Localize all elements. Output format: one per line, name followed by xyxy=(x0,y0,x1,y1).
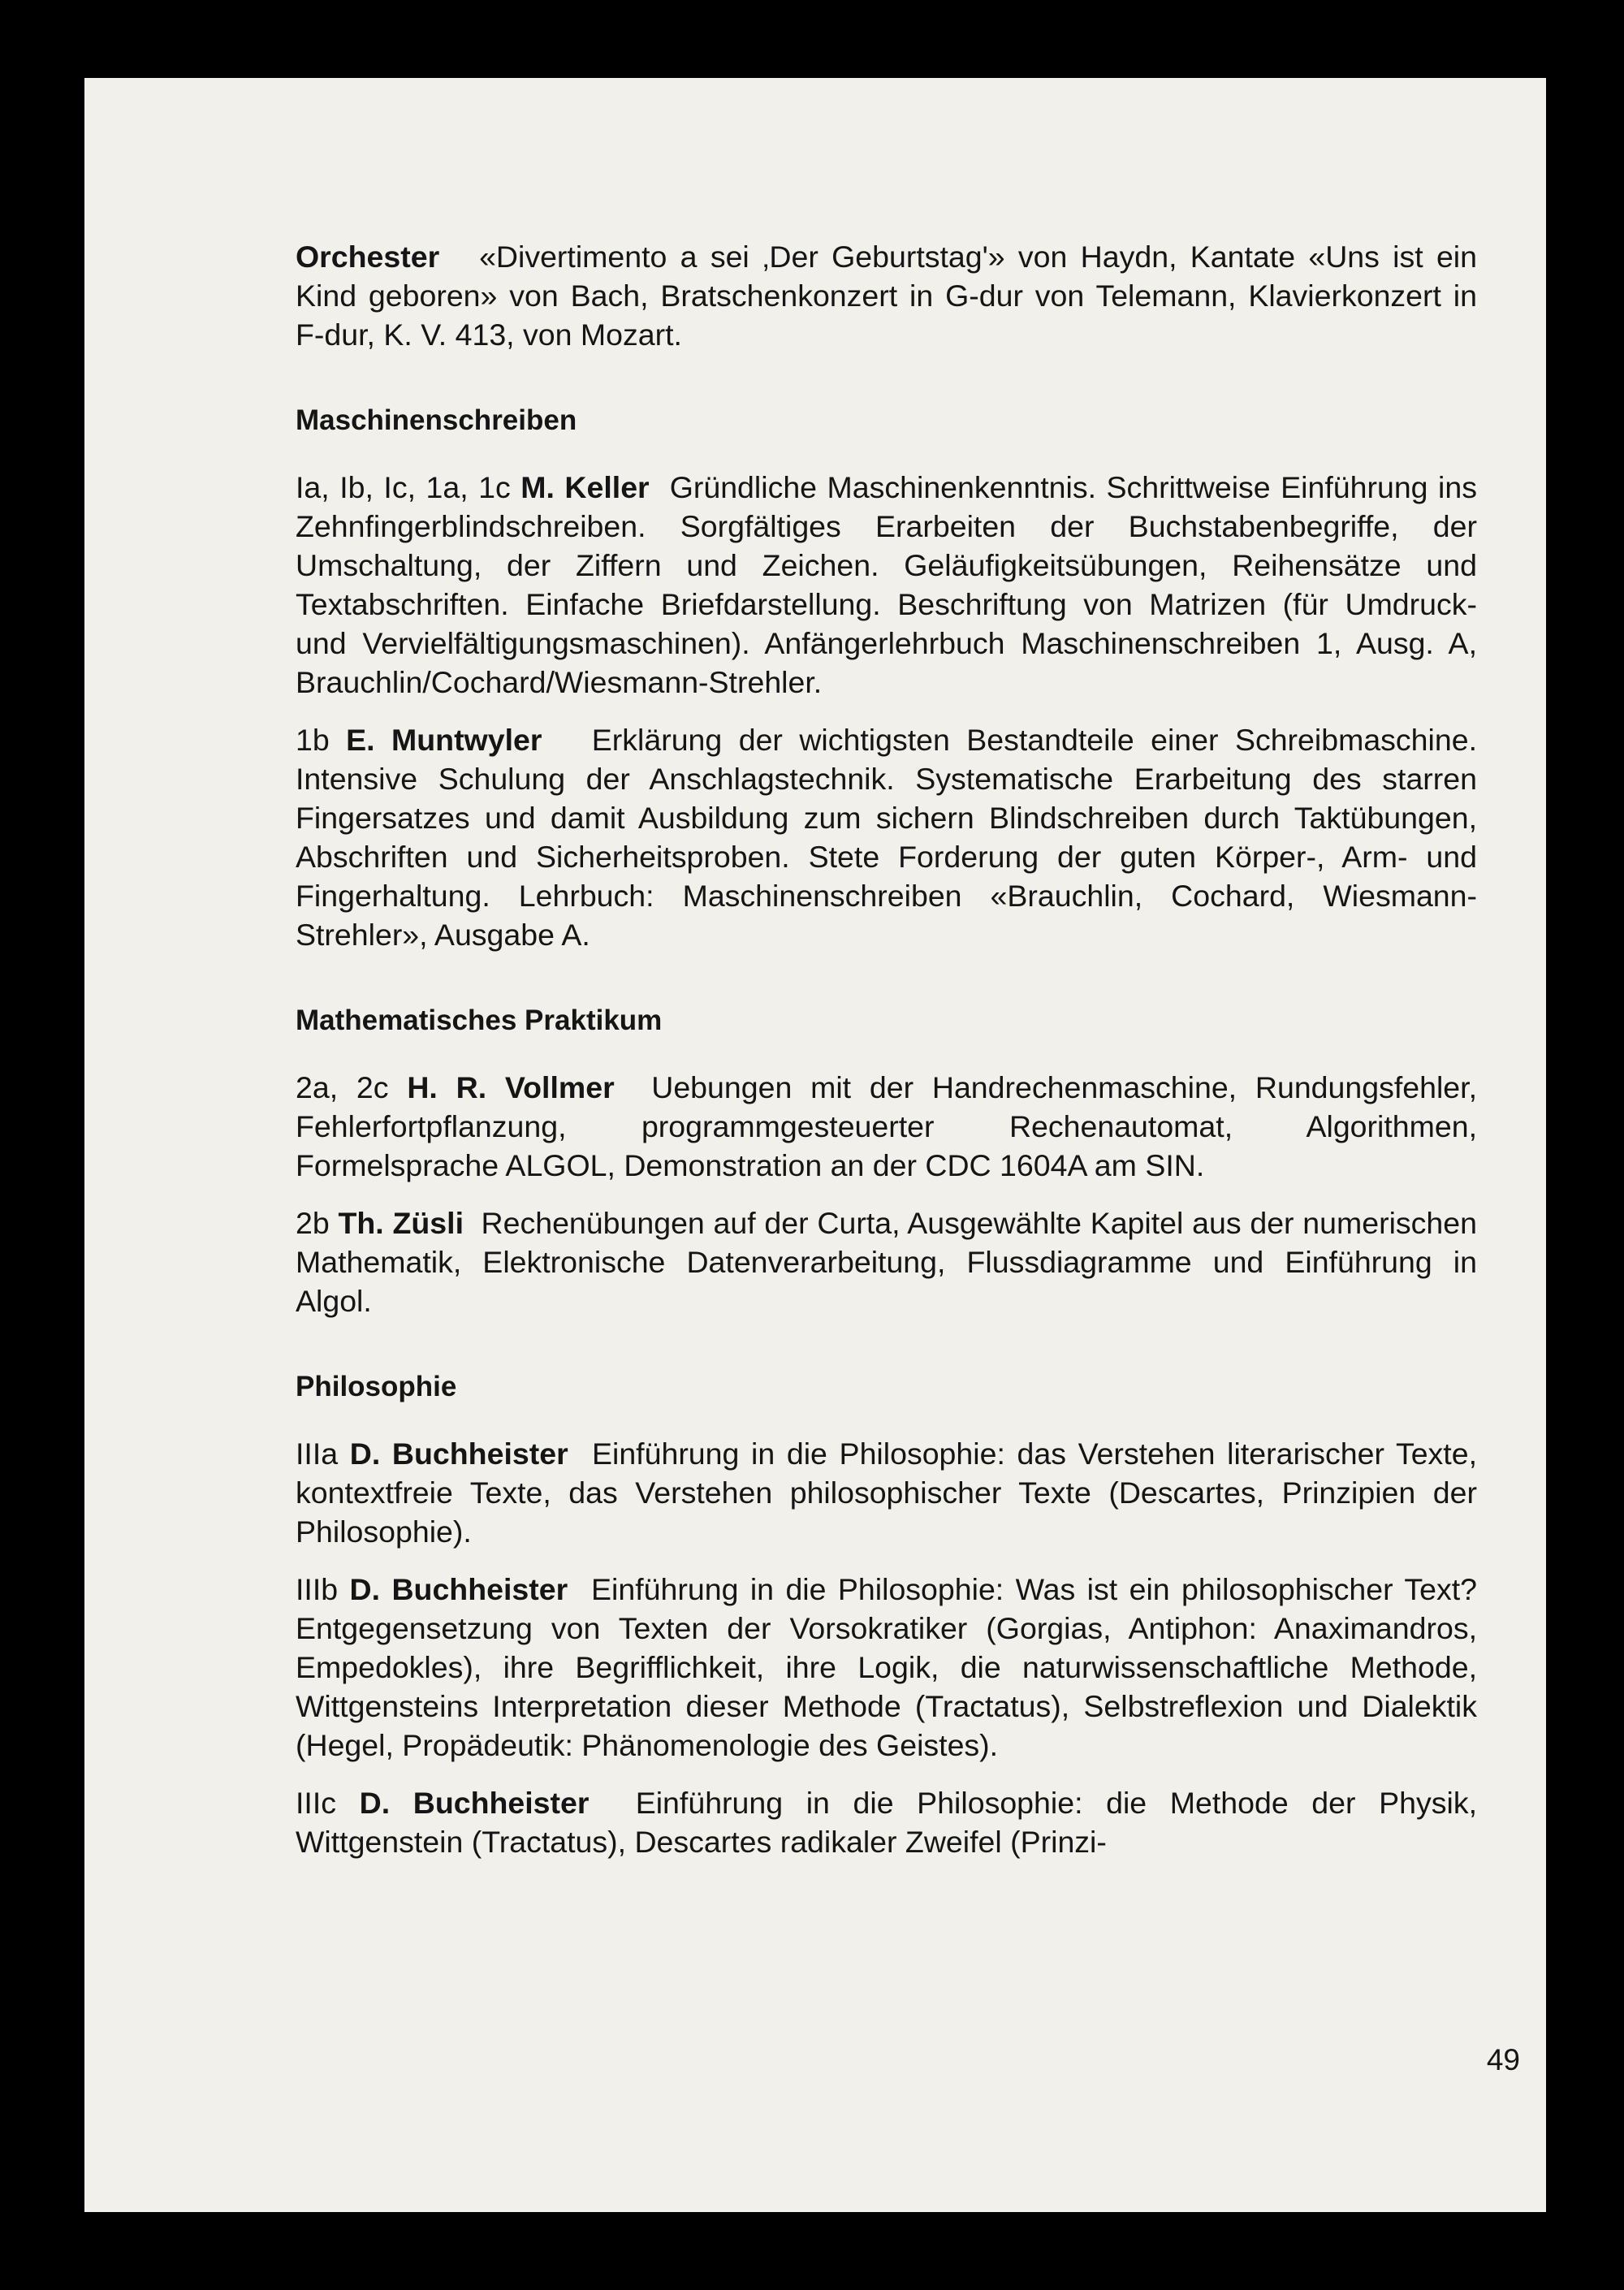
document-page xyxy=(84,78,1546,2212)
section-label-orchester: Orchester xyxy=(296,240,440,274)
entry-classes: IIIb xyxy=(296,1572,339,1606)
entry-text: Einführung in die Philosophie: die Methode der Physik, Wittgenstein (Tractatus), Descartes radikaler Zweifel (Prinzi- xyxy=(296,1786,1477,1859)
entry-paragraph xyxy=(296,720,1477,954)
entry-paragraph xyxy=(296,1570,1477,1765)
paragraph-text: «Divertimento a sei ‚Der Geburtstag'» von Haydn, Kantate «Uns ist ein Kind geboren» von Bach, Bratschenkonzert in G-dur von Telemann, Klavierkonzert in F-dur, K. V. 413, von Mozart. xyxy=(296,240,1477,352)
entry-teacher: Th. Züsli xyxy=(338,1206,464,1240)
entry-classes: IIIc xyxy=(296,1786,337,1820)
entry-paragraph xyxy=(296,1203,1477,1320)
entry-text: Uebungen mit der Handrechenmaschine, Rundungsfehler, Fehlerfortpflanzung, programmgesteuerter Rechenautomat, Algorithmen, Formelsprache ALGOL, Demonstration an der CDC 1604A am SIN. xyxy=(296,1070,1477,1182)
entry-teacher: D. Buchheister xyxy=(349,1572,568,1606)
entry-teacher: D. Buchheister xyxy=(359,1786,590,1820)
page-number: 49 xyxy=(1486,2043,1520,2076)
entry-paragraph xyxy=(296,1783,1477,1861)
heading-philosophie: Philosophie xyxy=(296,1371,457,1402)
paragraph-orchester xyxy=(296,237,1477,354)
page-content xyxy=(296,237,1477,1861)
entry-classes: 2b xyxy=(296,1206,330,1240)
entry-text: Gründliche Maschinenkenntnis. Schrittweise Einführung ins Zehnfingerblindschreiben. Sorgfältiges Erarbeiten der Buchstabenbegriffe, der Umschaltung, der Ziffern und Zeichen. Geläufigkeitsübungen, Reihensätze und Textabschriften. Einfache Briefdarstellung. Beschriftung von Matrizen (für Umdruck- und Vervielfältigungsmaschinen). Anfängerlehrbuch Maschinenschreiben 1, Ausg. A, Brauchlin/Cochard/Wiesmann-Strehler. xyxy=(296,470,1477,699)
entry-paragraph xyxy=(296,468,1477,702)
entry-text: Einführung in die Philosophie: das Verstehen literarischer Texte, kontextfreie Texte, das Verstehen philosophischer Texte (Descartes, Prinzipien der Philosophie). xyxy=(296,1437,1477,1549)
heading-mathematisches-praktikum: Mathematisches Praktikum xyxy=(296,1005,663,1036)
entry-paragraph xyxy=(296,1068,1477,1185)
entry-classes: Ia, Ib, Ic, 1a, 1c xyxy=(296,470,511,504)
entry-text: Einführung in die Philosophie: Was ist ein philosophischer Text? Entgegensetzung von Texten der Vorsokratiker (Gorgias, Antiphon: Anaximandros, Empedokles), ihre Begrifflichkeit, ihre Logik, die naturwissenschaftliche Methode, Wittgensteins Interpretation dieser Methode (Tractatus), Selbstreflexion und Dialektik (Hegel, Propädeutik: Phänomenologie des Geistes). xyxy=(296,1572,1477,1762)
entry-teacher: H. R. Vollmer xyxy=(407,1070,615,1104)
entry-classes: 2a, 2c xyxy=(296,1070,389,1104)
entry-teacher: M. Keller xyxy=(520,470,650,504)
entry-classes: 1b xyxy=(296,723,330,757)
entry-text: Rechenübungen auf der Curta, Ausgewählte Kapitel aus der numerischen Mathematik, Elektronische Datenverarbeitung, Flussdiagramme und Einführung in Algol. xyxy=(296,1206,1477,1318)
entry-classes: IIIa xyxy=(296,1437,339,1471)
heading-maschinenschreiben: Maschinenschreiben xyxy=(296,404,577,436)
entry-teacher: E. Muntwyler xyxy=(346,723,542,757)
entry-paragraph xyxy=(296,1434,1477,1551)
entry-text: Erklärung der wichtigsten Bestandteile einer Schreibmaschine. Intensive Schulung der Anschlagstechnik. Systematische Erarbeitung des starren Fingersatzes und damit Ausbildung zum sichern Blindschreiben durch Taktübungen, Abschriften und Sicherheitsproben. Stete Forderung der guten Körper-, Arm- und Fingerhaltung. Lehrbuch: Maschinenschreiben «Brauchlin, Cochard, Wiesmann-Strehler», Ausgabe A. xyxy=(296,723,1477,952)
entry-teacher: D. Buchheister xyxy=(349,1437,568,1471)
